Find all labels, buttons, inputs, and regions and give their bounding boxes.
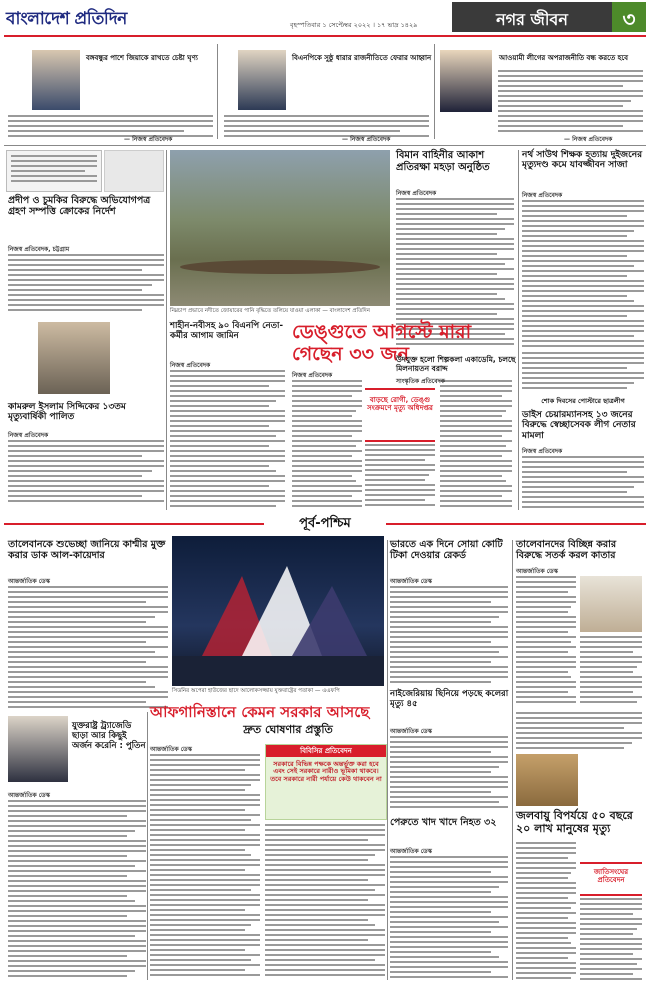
afghanistan-byline: আন্তর্জাতিক ডেস্ক (150, 746, 192, 753)
afghanistan-text-1 (150, 754, 260, 980)
nigeria-headline: নাইজেরিয়ায় ছিনিয়ে পড়ছে কলেরা মৃত্যু ৪৫ (390, 689, 509, 709)
opera-photo-caption: সিডনির অপেরা হাউজের ছাদে আলোকসজ্জায় যুক্তরাষ্ট্রের পতাকা — এএফপি (172, 688, 340, 694)
top-item-1-headline: বঙ্গবন্ধুর পাশে জিয়াকে রাখতে চেষ্টা ঘৃণ্য (86, 54, 198, 62)
bnp-headline: শাহীন-নবীসহ ৯০ বিএনপি নেতা-কর্মীর আগাম জামিন (170, 321, 284, 341)
page-number: ৩ (622, 7, 636, 31)
peru-text (390, 856, 508, 980)
left-profile-photo (38, 322, 110, 394)
left-profile-text (8, 440, 164, 508)
mourning-text (522, 456, 644, 510)
qatar-text-2 (580, 636, 642, 706)
top-item-2-photo (238, 50, 286, 110)
peru-headline: পেরুতে খাদ খাদে নিহত ৩২ (390, 817, 497, 828)
kashmir-byline: আন্তর্জাতিক ডেস্ক (8, 578, 50, 585)
kashmir-headline: তালেবানকে শুভেচ্ছা জানিয়ে কাশ্মীর মুক্ত করার ডাক আল-কায়েদার (8, 539, 166, 561)
top-item-1-photo (32, 50, 80, 110)
qatar-text-3 (516, 712, 642, 750)
artists-byline: সাংস্কৃতিক প্রতিবেদক (396, 378, 445, 385)
india-vaccine-byline: আন্তর্জাতিক ডেস্ক (390, 578, 432, 585)
top-strip (4, 40, 646, 143)
main-photo-boat (180, 260, 380, 274)
mourning-subheadline: ডাইস চেয়ারম্যানসহ ১৩ জনের বিরুদ্ধে স্বেচ্ছাসেবক লীগ নেতার মামলা (522, 410, 636, 441)
nigeria-byline: আন্তর্জাতিক ডেস্ক (390, 728, 432, 735)
peru-byline: আন্তর্জাতিক ডেস্ক (390, 848, 432, 855)
vimana-headline: বিমান বাহিনীর আকাশ প্রতিরক্ষা মহড়া অনুষ্ঠিত (396, 150, 490, 173)
top-divider-2 (434, 44, 435, 139)
top-strip-rule (4, 145, 646, 146)
dengue-headline: ডেঙ্গুতে আগস্টে মারা গেছেন ৩৩ জন (292, 321, 472, 365)
column-rule-bottom-1 (147, 712, 148, 980)
bnp-text (170, 370, 285, 508)
vimana-byline: নিজস্ব প্রতিবেদক (396, 190, 437, 197)
afghanistan-text-2 (265, 824, 385, 980)
teacher-text-2 (522, 352, 644, 392)
masthead-logo: বাংলাদেশ প্রতিদিন (6, 9, 127, 29)
qatar-byline: আন্তর্জাতিক ডেস্ক (516, 568, 558, 575)
putin-text (8, 800, 146, 980)
dengue-byline: নিজস্ব প্রতিবেদক (292, 372, 333, 379)
market-stamp (104, 150, 164, 192)
left-profile-byline: নিজস্ব প্রতিবেদক (8, 432, 49, 439)
left-byline: নিজস্ব প্রতিবেদক, চট্টগ্রাম (8, 246, 70, 253)
column-rule-top-2 (518, 150, 519, 510)
page-number-badge (612, 2, 646, 32)
section-tab (452, 2, 612, 32)
top-item-3-byline: — নিজস্ব প্রতিবেদক (564, 136, 613, 143)
top-item-2-headline: বিএনপিকে সুষ্ঠু ধারার রাজনীতিতে ফেরার আহ্বান (292, 54, 432, 62)
artists-headline: উদযুক্ত হলো শিল্পকলা একাডেমি, চলছে মিলনায়তন বরাদ্দ (396, 355, 516, 373)
top-divider-1 (217, 44, 218, 139)
dengue-text-1 (292, 380, 362, 510)
region-rule-right (386, 523, 646, 525)
kashmir-text (8, 586, 168, 710)
qatar-headline: তালেবানদের বিচ্ছিন্ন করার বিরুদ্ধে সতর্ক করল কাতার (516, 539, 617, 561)
region-banner-title: পূর্ব-পশ্চিম (299, 516, 351, 531)
top-item-3-headline: আওয়ামী লীগের অপরাজনীতি বন্ধ করতে হবে (499, 54, 629, 62)
main-photo (170, 150, 390, 306)
teacher-headline: নর্থ সাউথ শিক্ষক হত্যায় দুইজনের মৃত্যুদণ্ড কমে যাবজ্জীবন সাজা (522, 150, 643, 171)
left-article-text (8, 254, 164, 314)
dengue-pullout (365, 388, 435, 442)
afghanistan-box-text: সরকারে বিভিন্ন পক্ষকে অন্তর্ভুক্ত করা হবে এবং সেই সরকারে নারীও ভূমিকা থাকবে। তবে সরকারে নারী পর্যায়ে কেউ থাকবেন না (270, 760, 382, 783)
climate-text-1 (516, 842, 576, 980)
qatar-text-1 (516, 576, 576, 706)
market-table-box (6, 150, 102, 192)
climate-report-box (580, 862, 642, 896)
top-item-1-text (8, 115, 213, 139)
main-photo-caption: নিম্নচাপ প্রভাবে নদীতে জোয়ারের পানি বৃদ্ধিতে তলিয়ে যাওয়া এলাকা — বাংলাদেশ প্রতিদিন (170, 308, 370, 314)
column-rule-top-1 (166, 150, 167, 510)
left-profile-headline: কামরুল ইসলাম সিদ্দিকের ১৩তম মৃত্যুবার্ষিকী পালিত (8, 402, 126, 423)
masthead (0, 0, 650, 38)
left-headline: প্রদীপ ও চুমকির বিরুদ্ধে অভিযোগপত্র গ্রহণ সম্পত্তি ক্রোকের নির্দেশ (8, 195, 151, 217)
region-banner (4, 514, 646, 532)
climate-headline: জলবায়ু বিপর্যয়ে ৫০ বছরে ২০ লাখ মানুষের মৃত্যু (516, 809, 633, 835)
opera-photo (172, 536, 384, 686)
putin-photo (8, 716, 68, 782)
column-rule-bottom-3 (512, 540, 513, 980)
india-vaccine-text (390, 586, 508, 686)
masthead-date: বৃহস্পতিবার ১ সেপ্টেম্বর ২০২২ । ১৭ ভাদ্র ১৪২৯ (290, 21, 418, 29)
teacher-text (522, 200, 644, 348)
qatar-photo (580, 576, 642, 632)
top-item-2-text (224, 115, 429, 139)
mourning-headline: শোক দিবসের পোস্টারে ছাত্রলীগ (541, 397, 625, 405)
market-table-rows (11, 155, 97, 187)
putin-byline: আন্তর্জাতিক ডেস্ক (8, 792, 50, 799)
dengue-text-3 (440, 380, 512, 510)
masthead-rule (4, 35, 646, 37)
top-item-2-byline: — নিজস্ব প্রতিবেদক (342, 136, 391, 143)
section-title: নগর জীবন (496, 10, 568, 29)
bnp-byline: নিজস্ব প্রতিবেদক (170, 362, 211, 369)
india-vaccine-headline: ভারতে এক দিনে সোয়া কোটি টিকা দেওয়ার রেকর্ড (390, 539, 503, 561)
top-item-3-text (498, 70, 643, 138)
putin-headline: যুক্তরাষ্ট্র ট্র্যাজেডি ছাড়া আর কিছুই অর্জন করেনি : পুতিন (72, 721, 146, 751)
climate-text-2 (580, 898, 642, 980)
climate-byline: জাতিসংঘের প্রতিবেদন (593, 868, 629, 885)
dengue-pullout-text: বাড়ছে রোগী, ডেঙ্গু সংক্রমণে মৃত্যু অধিদপ্তর (367, 396, 433, 413)
afghanistan-subheadline: দ্রুত ঘোষণার প্রস্তুতি (243, 723, 333, 736)
afghanistan-box-title: বিবিসির প্রতিবেদন (266, 745, 386, 757)
region-rule-left (4, 523, 264, 525)
column-rule-bottom-2 (387, 540, 388, 980)
nigeria-text (390, 736, 508, 810)
afghanistan-headline: আফগানিস্তানে কেমন সরকার আসছে (150, 703, 370, 721)
dengue-text-2 (365, 444, 435, 510)
opera-photo-graphic (172, 536, 384, 686)
top-item-1-byline: — নিজস্ব প্রতিবেদক (124, 136, 173, 143)
climate-photo (516, 754, 578, 806)
top-item-3-photo (440, 50, 492, 112)
afghanistan-bbc-box (265, 744, 387, 820)
teacher-byline: নিজস্ব প্রতিবেদক (522, 192, 563, 199)
mourning-byline: নিজস্ব প্রতিবেদক (522, 448, 563, 455)
